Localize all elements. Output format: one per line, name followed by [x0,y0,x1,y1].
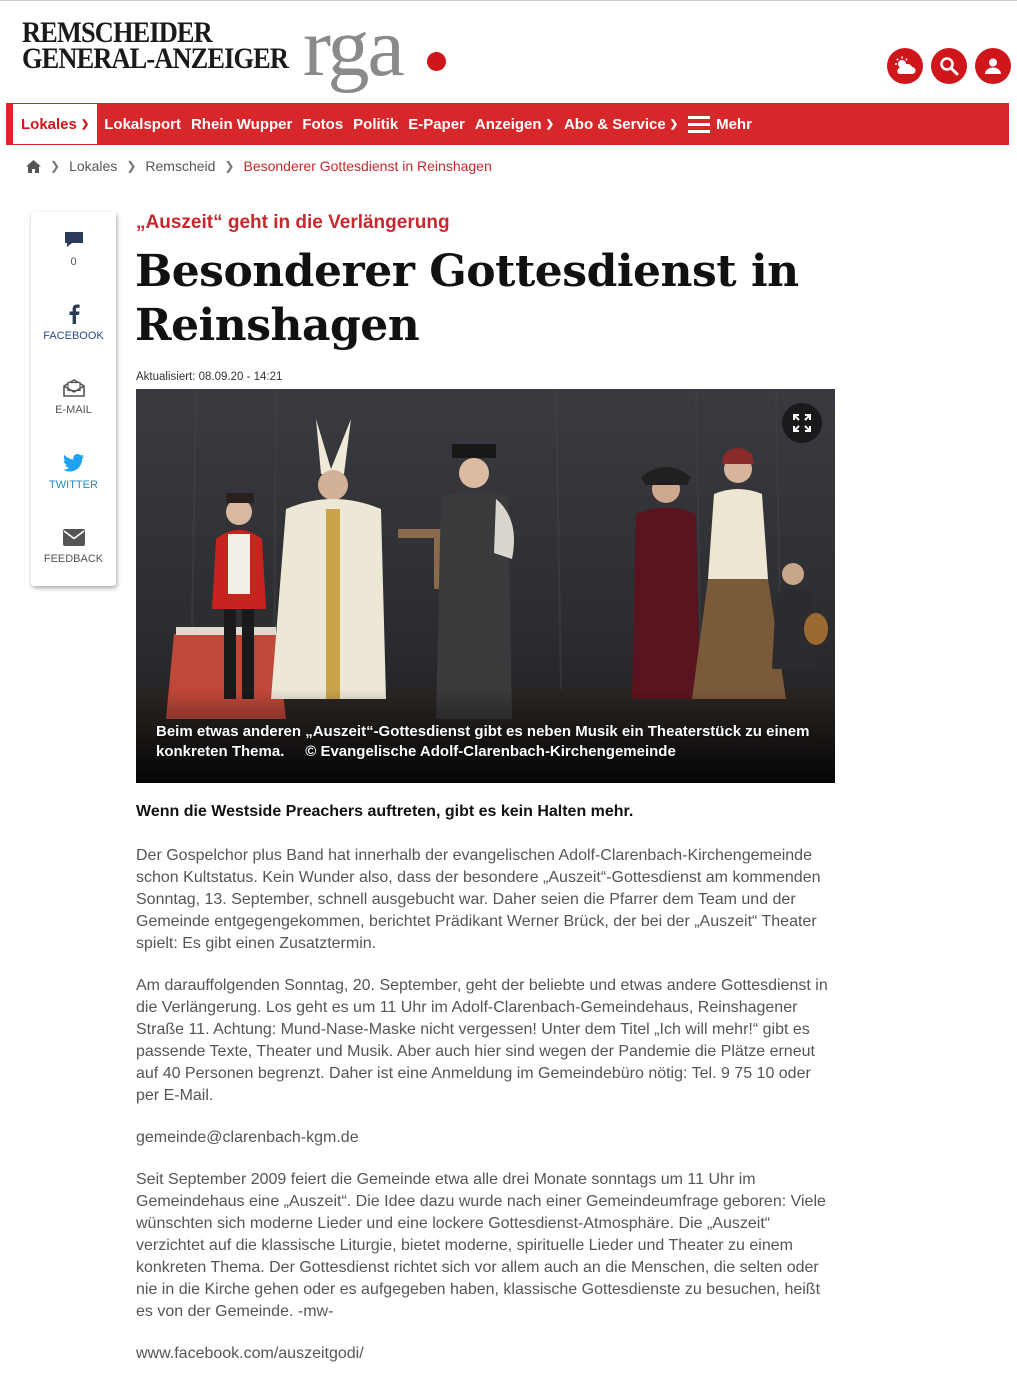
nav-label: E-Paper [408,115,465,133]
nav-label: Mehr [716,115,752,133]
email-share-button[interactable] [31,376,116,416]
email-icon [63,379,85,397]
nav-label: Lokales [21,115,77,133]
site-logo[interactable] [22,16,324,75]
nav-item-abo-service[interactable] [559,103,683,145]
nav-label: Politik [353,115,399,133]
breadcrumb-lokales[interactable]: Lokales [69,158,118,174]
chevron-down-icon: ❯ [545,118,554,130]
chevron-down-icon: ❯ [80,118,90,130]
email-label: E-MAIL [55,404,92,416]
breadcrumb-current: Besonderer Gottesdienst in Reinshagen [243,158,492,174]
article-paragraph-2: Am darauffolgenden Sonntag, 20. September, geht der beliebte und etwas andere Gottesdienst in die Verlängerung. Los geht es um 11 Uhr im Adolf-Clarenbach-Gemeindehaus, Reinshagener Straße 11. Achtung: Mund-Nase-Maske nicht vergessen! Unter dem Titel „Ich will mehr!“ gibt es passende Texte, Theater und Musik. Aber auch hier sind wegen der Pandemie die Plätze erneut auf 40 Personen begrenzt. Daher ist eine Anmeldung im Gemeindebüro nötig: Tel. 9 75 10 oder per E-Mail. [136,977,828,1104]
breadcrumb [26,158,492,174]
facebook-share-button[interactable] [31,302,116,342]
comment-count: 0 [70,256,77,268]
search-icon [939,56,959,76]
nav-item-fotos[interactable] [297,103,348,145]
logo-dot [427,52,446,71]
search-button[interactable] [931,48,967,84]
nav-label: Lokalsport [104,115,181,133]
chevron-right-icon: ❯ [224,159,235,173]
nav-label: Anzeigen [474,115,542,133]
comment-icon [64,231,84,249]
nav-item-politik[interactable] [348,103,403,145]
caption-credit: © Evangelische Adolf-Clarenbach-Kirchengemeinde [305,743,676,760]
logo-line-2: GENERAL-ANZEIGER [22,42,289,75]
nav-item-rhein-wupper[interactable] [186,103,297,145]
nav-label: Fotos [302,115,344,133]
twitter-label: TWITTER [49,479,98,491]
user-icon [984,57,1002,75]
email-link[interactable]: gemeinde@clarenbach-kgm.de [136,1129,359,1146]
logo-rga[interactable]: rga [303,1,403,94]
twitter-icon [63,454,85,472]
chevron-right-icon: ❯ [126,159,137,173]
comments-button[interactable] [31,228,116,268]
home-icon[interactable] [26,160,41,173]
article-updated: Aktualisiert: 08.09.20 - 14:21 [136,371,283,383]
site-header [0,0,1017,100]
nav-label: Abo & Service [563,115,666,133]
facebook-label: FACEBOOK [43,330,104,342]
article-image[interactable] [136,389,835,783]
article-paragraph-1: Der Gospelchor plus Band hat innerhalb der evangelischen Adolf-Clarenbach-Kirchengemeinde schon Kultstatus. Kein Wunder also, dass der besondere „Auszeit“-Gottesdienst am kommenden Sonntag, 13. September, schnell ausgebucht war. Daher seien die Pfarrer dem Team und der Gemeinde entgegengekommen, berichtet Prädikant Werner Brück, der bei der „Auszeit“ Theater spielt: Es gibt einen Zusatztermin. [136,847,821,952]
nav-item-lokales[interactable] [13,104,97,144]
expand-icon [793,414,811,432]
facebook-icon [68,304,80,324]
article-paragraph-3: Seit September 2009 feiert die Gemeinde etwa alle drei Monate sonntags um 11 Uhr im Gemeindehaus eine „Auszeit“. Die Idee dazu wurde nach einer Gemeindeumfrage geboren: Viele wünschten sich moderne Lieder und eine lockere Gottesdienst-Atmosphäre. Die „Auszeit“ verzichtet auf die klassische Liturgie, bietet moderne, spirituelle Lieder und Theater zu einem konkreten Thema. Der Gottesdienst richtet sich vor allem auch an die Menschen, die selten oder nie in die Kirche gehen oder es aufgegeben haben, klassische Gottesdienste zu besuchen, heißt es von der Gemeinde. -mw- [136,1171,826,1320]
article-headline: Besonderer Gottesdienst in Reinshagen [135,246,799,351]
main-nav [6,103,1009,145]
nav-label: Rhein Wupper [190,115,293,133]
envelope-icon [63,529,85,546]
logo-line-1: REMSCHEIDER [22,16,212,49]
nav-item-anzeigen[interactable] [470,103,559,145]
facebook-link[interactable]: www.facebook.com/auszeitgodi/ [136,1345,364,1362]
user-button[interactable] [975,48,1011,84]
nav-item-mehr[interactable] [683,103,757,145]
weather-button[interactable] [887,48,923,84]
chevron-down-icon: ❯ [669,118,679,130]
weather-icon [893,56,917,76]
chevron-right-icon: ❯ [50,159,61,173]
image-caption [156,722,826,762]
article-kicker: „Auszeit“ geht in die Verlängerung [136,212,450,233]
article-lead: Wenn die Westside Preachers auftreten, gibt es kein Halten mehr. [136,803,634,820]
caption-text: Beim etwas anderen „Auszeit“-Gottesdienst gibt es neben Musik ein Theaterstück zu einem konkreten Thema. [156,723,810,760]
breadcrumb-remscheid[interactable]: Remscheid [145,158,216,174]
fullscreen-button[interactable] [782,403,822,443]
share-sidebar [31,212,116,586]
nav-item-e-paper[interactable] [403,103,470,145]
nav-item-lokalsport[interactable] [99,103,186,145]
hamburger-icon [688,116,710,133]
feedback-label: FEEDBACK [43,553,104,565]
twitter-share-button[interactable] [31,451,116,491]
feedback-button[interactable] [31,525,116,565]
